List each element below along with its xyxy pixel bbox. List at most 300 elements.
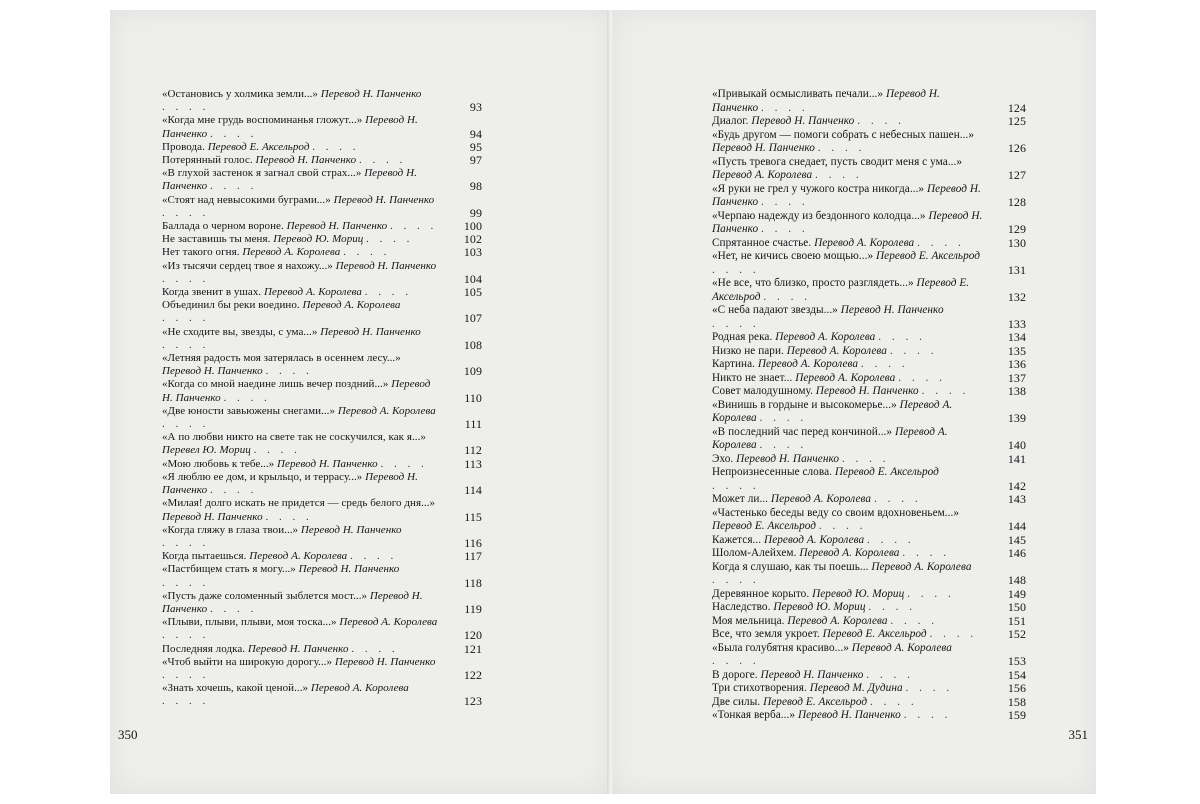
entry-page-number: 111 (464, 417, 482, 432)
entry-translator: Перевод Ю. Мориц (273, 233, 364, 246)
leader-dots: . . . . (817, 142, 866, 154)
leader-dots: . . . . (712, 317, 760, 330)
leader-dots: . . . . (358, 154, 407, 167)
entry-page-number: 112 (464, 443, 482, 458)
leader-dots: . . . . (929, 628, 978, 640)
toc-entry (162, 378, 482, 404)
leader-dots: . . . . (860, 358, 909, 370)
entry-page-number: 108 (463, 337, 482, 352)
entry-page-number: 142 (1007, 478, 1026, 493)
toc-entry (162, 233, 482, 246)
leader-dots: . . . . (866, 668, 914, 681)
entry-translator: Перевод Ю. Мориц (812, 587, 905, 600)
entry-title: «Частенько беседы веду со своим вдохновеньем...» (712, 506, 960, 519)
entry-page-number: 140 (1007, 438, 1026, 452)
leader-dots: . . . . (889, 344, 938, 357)
toc-entry (712, 709, 1026, 723)
entry-translator: Перевод М. Дудина (809, 682, 903, 694)
entry-translator: Перевод А. Королева (770, 493, 872, 505)
entry-page-number: 102 (463, 232, 482, 247)
entry-page-number: 145 (1007, 532, 1026, 547)
entry-title: Кажется... (712, 533, 762, 546)
leader-dots: . . . . (761, 101, 809, 114)
toc-entry (712, 588, 1026, 602)
entry-title: «Я руки не грел у чужого костра никогда...» (712, 182, 925, 195)
entry-page-number: 117 (464, 549, 482, 564)
entry-title: «А по любви никто на свете так не соскучился, как я...» (162, 431, 426, 444)
leader-dots: . . . . (162, 576, 210, 589)
entry-translator: Перевод А. Королева (764, 533, 865, 546)
toc-entry (712, 210, 1026, 237)
entry-translator: Перевод Е. Аксельрод (822, 628, 927, 640)
entry-title: Диалог. (712, 115, 749, 127)
entry-page-number: 151 (1007, 613, 1026, 628)
entry-translator: Перевод Н. Панченко (712, 88, 940, 114)
leader-dots: . . . . (907, 587, 955, 600)
leader-dots: . . . . (712, 655, 760, 667)
entry-page-number: 123 (463, 694, 482, 709)
toc-entry (162, 524, 482, 550)
entry-page-number: 104 (463, 271, 482, 286)
entry-page-number: 141 (1007, 451, 1026, 466)
leader-dots: . . . . (253, 444, 301, 457)
entry-translator: Перевод Н. Панченко (162, 378, 431, 404)
entry-translator: Перевод Н. Панченко (712, 182, 981, 208)
toc-entry (162, 643, 482, 656)
leader-dots: . . . . (761, 223, 809, 235)
entry-title: Все, что земля укроет. (712, 628, 820, 640)
entry-page-number: 130 (1007, 235, 1026, 250)
entry-translator: Перевод Н. Панченко (797, 709, 901, 721)
entry-translator: Перевод Н. Панченко (334, 655, 436, 668)
entry-translator: Перевод Е. Аксельрод (712, 277, 970, 303)
entry-page-number: 118 (464, 575, 482, 590)
entry-page-number: 152 (1007, 627, 1026, 641)
entry-translator: Перевод Е. Аксельрод (834, 466, 939, 478)
entry-page-number: 114 (464, 483, 482, 498)
leader-dots: . . . . (162, 272, 210, 285)
entry-title: Когда пытаешься. (162, 550, 247, 563)
leader-dots: . . . . (818, 520, 867, 532)
entry-page-number: 149 (1007, 586, 1026, 601)
leader-dots: . . . . (841, 452, 890, 465)
entry-translator: Перевод Н. Панченко (277, 457, 378, 470)
entry-page-number: 135 (1007, 343, 1026, 358)
entry-title: «Винишь в гордыне и высокомерье...» (712, 398, 897, 411)
entry-title: Не заставишь ты меня. (162, 233, 271, 246)
entry-title: Объединил бы реки воедино. (162, 299, 300, 312)
toc-entry (712, 507, 1026, 534)
entry-translator: Перевод Н. Панченко (736, 452, 840, 465)
entry-translator: Перевод Н. Панченко (162, 510, 263, 523)
leader-dots: . . . . (761, 196, 809, 208)
leader-dots: . . . . (209, 602, 258, 615)
entry-page-number: 103 (463, 245, 482, 260)
entry-translator: Перевод Н. Панченко (162, 114, 418, 140)
entry-title: Моя мельница. (712, 614, 785, 627)
toc-entry (712, 493, 1026, 507)
toc-entry (712, 453, 1026, 467)
leader-dots: . . . . (867, 533, 915, 546)
entry-page-number: 94 (469, 126, 482, 141)
entry-translator: Перевел Ю. Мориц (162, 444, 251, 457)
entry-page-number: 133 (1007, 316, 1026, 331)
leader-dots: . . . . (917, 236, 965, 249)
entry-page-number: 119 (464, 601, 482, 616)
entry-page-number: 110 (464, 390, 482, 405)
toc-entry (712, 372, 1026, 386)
entry-title: Последняя лодка. (162, 642, 246, 655)
entry-page-number: 137 (1007, 370, 1026, 385)
leader-dots: . . . . (759, 412, 808, 424)
entry-translator: Перевод А. Королева (851, 641, 952, 654)
leader-dots: . . . . (162, 668, 210, 681)
entry-page-number: 127 (1007, 168, 1026, 182)
entry-page-number: 158 (1007, 694, 1026, 709)
leader-dots: . . . . (868, 601, 917, 613)
entry-translator: Перевод А. Королева (871, 560, 972, 573)
toc-entry (712, 561, 1026, 588)
entry-translator: Перевод Н. Панченко (320, 88, 422, 100)
leader-dots: . . . . (162, 101, 210, 114)
entry-title: Может ли... (712, 493, 769, 505)
entry-translator: Перевод Е. Аксельрод (763, 695, 868, 708)
entry-translator: Перевод Н. Панченко (333, 193, 435, 206)
entry-page-number: 136 (1007, 357, 1026, 371)
entry-page-number: 122 (463, 667, 482, 682)
entry-title: Деревянное корыто. (712, 587, 810, 600)
leader-dots: . . . . (223, 391, 271, 404)
entry-translator: Перевод А. Королева (712, 398, 953, 424)
toc-entry (162, 352, 482, 378)
leader-dots: . . . . (712, 574, 760, 586)
leader-dots: . . . . (759, 439, 808, 451)
entry-translator: Перевод Н. Панченко (255, 154, 357, 167)
entry-page-number: 121 (463, 641, 482, 656)
leader-dots: . . . . (364, 286, 413, 299)
toc-entry (162, 405, 482, 431)
entry-title: Три стихотворения. (712, 682, 807, 694)
entry-title: «Была голубятня красиво...» (712, 641, 849, 654)
entry-title: «Когда мне грудь воспоминанья гложут...» (162, 114, 363, 127)
leader-dots: . . . . (869, 695, 918, 708)
leader-dots: . . . . (162, 536, 210, 549)
entry-translator: Перевод Н. Панченко (712, 142, 815, 154)
entry-translator: Перевод А. Королева (757, 358, 859, 370)
toc-entry (162, 299, 482, 325)
entry-title: «Я люблю ее дом, и крыльцо, и террасу...» (162, 470, 363, 483)
toc-entry (712, 534, 1026, 548)
entry-translator: Перевод А. Королева (787, 614, 888, 627)
entry-page-number: 93 (469, 100, 482, 115)
toc-entry (712, 250, 1026, 277)
leader-dots: . . . . (162, 206, 210, 219)
entry-translator: Перевод А. Королева (786, 344, 887, 357)
toc-entry (162, 458, 482, 471)
entry-translator: Перевод А. Королева (799, 547, 900, 559)
entry-translator: Перевод Н. Панченко (815, 385, 919, 397)
leader-dots: . . . . (162, 695, 210, 708)
entry-title: «Пусть даже соломенный зыблется мост...» (162, 589, 368, 602)
leader-dots: . . . . (815, 169, 863, 181)
leader-dots: . . . . (878, 331, 926, 343)
toc-entry (712, 115, 1026, 129)
entry-translator: Перевод А. Королева (302, 299, 401, 312)
leader-dots: . . . . (873, 493, 922, 505)
entry-page-number: 154 (1007, 667, 1026, 682)
toc-entry (162, 154, 482, 167)
toc-entry (712, 696, 1026, 710)
entry-title: Потерянный голос. (162, 154, 253, 167)
toc-entry (162, 656, 482, 682)
entry-page-number: 116 (464, 535, 482, 550)
entry-translator: Перевод А. Королева (795, 371, 896, 384)
entry-page-number: 98 (469, 179, 482, 194)
toc-entry (162, 497, 482, 523)
entry-title: «Две юности завьюжены снегами...» (162, 404, 336, 417)
entry-translator: Перевод Н. Панченко (712, 209, 983, 235)
entry-page-number: 131 (1007, 262, 1026, 277)
entry-translator: Перевод Ю. Мориц (773, 601, 866, 613)
entry-translator: Перевод Н. Панченко (247, 642, 349, 655)
toc-entry (162, 246, 482, 259)
left-page (110, 10, 610, 794)
toc-entry (712, 183, 1026, 210)
entry-page-number: 159 (1007, 708, 1026, 722)
entry-translator: Перевод Н. Панченко (840, 304, 944, 316)
leader-dots: . . . . (366, 233, 414, 246)
toc-entry (162, 167, 482, 193)
entry-translator: Перевод А. Королева (310, 682, 409, 695)
entry-title: Наследство. (712, 601, 771, 613)
entry-page-number: 132 (1007, 289, 1026, 304)
entry-translator: Перевод Н. Панченко (300, 523, 402, 536)
entry-translator: Перевод А. Королева (339, 616, 438, 629)
toc-entry (712, 547, 1026, 561)
entry-translator: Перевод А. Королева (337, 404, 436, 417)
leader-dots: . . . . (209, 180, 258, 193)
leader-dots: . . . . (162, 312, 210, 325)
toc-entry (712, 466, 1026, 493)
entry-translator: Перевод Н. Панченко (760, 668, 864, 681)
entry-title: Провода. (162, 140, 205, 153)
entry-translator: Перевод Е. Аксельрод (712, 520, 817, 532)
toc-entry (712, 304, 1026, 331)
toc-entry (162, 326, 482, 352)
entry-title: «Стоят над невысокими буграми...» (162, 193, 331, 206)
toc-entry (162, 260, 482, 286)
entry-translator: Перевод А. Королева (264, 286, 362, 299)
entry-title: Никто не знает... (712, 371, 793, 384)
entry-page-number: 107 (463, 311, 482, 326)
entry-page-number: 129 (1007, 222, 1026, 236)
toc-entry (712, 88, 1026, 115)
entry-page-number: 134 (1007, 330, 1026, 344)
entry-page-number: 128 (1007, 195, 1026, 209)
entry-page-number: 138 (1007, 384, 1026, 398)
entry-title: «Тонкая верба...» (712, 709, 796, 721)
entry-translator: Перевод А. Королева (712, 425, 948, 451)
entry-title: «Нет, не кичись своею мощью...» (712, 250, 874, 262)
toc-entry (712, 426, 1026, 453)
entry-title: «Черпаю надежду из бездонного колодца...» (712, 209, 926, 222)
entry-title: Когда я слушаю, как ты поешь... (712, 560, 869, 573)
leader-dots: . . . . (763, 290, 812, 303)
toc-entry (162, 286, 482, 299)
entry-page-number: 126 (1007, 141, 1026, 155)
entry-translator: Перевод Н. Панченко (298, 563, 400, 576)
entry-title: «Плыви, плыви, плыви, моя тоска...» (162, 616, 337, 629)
toc-entry (712, 669, 1026, 683)
leader-dots: . . . . (343, 246, 391, 259)
toc-entry (712, 358, 1026, 372)
entry-title: «Пастбищем стать я могу...» (162, 563, 296, 576)
toc-entry (162, 563, 482, 589)
entry-translator: Перевод Н. Панченко (162, 470, 418, 497)
entry-title: Баллада о черном вороне. (162, 220, 284, 233)
toc-entry (712, 156, 1026, 183)
table-of-contents-right (712, 88, 1026, 723)
entry-translator: Перевод Н. Панченко (751, 115, 855, 127)
entry-title: «Из тысячи сердец твое я нахожу...» (162, 259, 333, 272)
toc-entry (712, 682, 1026, 696)
entry-title: В дороге. (712, 668, 758, 681)
toc-entry (712, 399, 1026, 426)
toc-entry (162, 431, 482, 457)
entry-title: Картина. (712, 358, 755, 370)
entry-page-number: 143 (1007, 492, 1026, 506)
entry-title: «Когда со мной наедине лишь вечер поздний...» (162, 378, 389, 391)
entry-title: «Будь другом — помоги собрать с небесных пашен...» (712, 128, 975, 141)
entry-translator: Перевод А. Королева (814, 236, 915, 249)
toc-entry (712, 237, 1026, 251)
toc-entry (162, 550, 482, 563)
entry-title: «Чтоб выйти на широкую дорогу...» (162, 655, 333, 668)
entry-title: Эхо. (712, 452, 734, 465)
entry-translator: Перевод Н. Панченко (162, 365, 263, 378)
toc-entry (162, 114, 482, 140)
toc-entry (712, 385, 1026, 399)
toc-entry (162, 141, 482, 154)
toc-entry (162, 590, 482, 616)
leader-dots: . . . . (921, 385, 970, 397)
entry-title: «Знать хочешь, какой ценой...» (162, 682, 309, 695)
entry-translator: Перевод Н. Панченко (335, 259, 437, 272)
entry-page-number: 99 (469, 205, 482, 220)
entry-title: Нет такого огня. (162, 246, 240, 259)
entry-page-number: 156 (1007, 681, 1026, 695)
leader-dots: . . . . (857, 115, 905, 127)
entry-title: Низко не пари. (712, 344, 784, 357)
toc-entry (712, 628, 1026, 642)
leader-dots: . . . . (265, 510, 313, 523)
page-number-right: 351 (1068, 727, 1088, 742)
entry-title: «Мою любовь к тебе...» (162, 457, 275, 470)
entry-page-number: 95 (469, 139, 482, 154)
leader-dots: . . . . (712, 263, 760, 276)
entry-title: «Милая! долго искать не придется — средь белого дня...» (162, 497, 436, 510)
toc-entry (162, 471, 482, 497)
entry-translator: Перевод Н. Панченко (286, 220, 388, 233)
entry-page-number: 153 (1007, 654, 1026, 668)
entry-page-number: 139 (1007, 411, 1026, 425)
table-of-contents-left (162, 88, 482, 709)
right-page (612, 10, 1096, 794)
leader-dots: . . . . (905, 682, 954, 694)
toc-entry (712, 601, 1026, 615)
entry-title: «Не все, что близко, просто разглядеть...» (712, 277, 914, 289)
leader-dots: . . . . (903, 709, 952, 721)
entry-page-number: 97 (469, 153, 482, 168)
toc-entry (712, 129, 1026, 156)
leader-dots: . . . . (162, 629, 210, 642)
entry-title: «В глухой застенок я загнал свой страх...» (162, 167, 362, 180)
entry-title: «С неба падают звезды...» (712, 304, 838, 316)
leader-dots: . . . . (265, 365, 313, 378)
leader-dots: . . . . (209, 127, 258, 140)
entry-title: Родная река. (712, 331, 773, 343)
entry-title: Когда звенит в ушах. (162, 286, 262, 299)
entry-translator: Перевод Н. Панченко (162, 167, 417, 193)
entry-page-number: 100 (463, 219, 482, 234)
leader-dots: . . . . (712, 479, 760, 492)
entry-title: Две силы. (712, 695, 761, 708)
entry-title: Совет малодушному. (712, 385, 813, 397)
entry-translator: Перевод Е. Аксельрод (207, 140, 310, 153)
entry-translator: Перевод А. Королева (249, 550, 348, 563)
entry-title: Непроизнесенные слова. (712, 466, 832, 478)
entry-page-number: 113 (464, 456, 482, 471)
entry-title: «Не сходите вы, звезды, с ума...» (162, 325, 318, 338)
entry-page-number: 125 (1007, 114, 1026, 128)
toc-entry (162, 220, 482, 233)
entry-page-number: 109 (463, 364, 482, 379)
entry-title: Спрятанное счастье. (712, 236, 812, 249)
leader-dots: . . . . (162, 338, 210, 351)
entry-page-number: 124 (1007, 100, 1026, 115)
entry-title: «Когда гляжу в глаза твои...» (162, 523, 299, 536)
entry-translator: Перевод Н. Панченко (320, 325, 421, 338)
entry-title: «Пусть тревога снедает, пусть сводит меня с ума...» (712, 155, 962, 168)
toc-entry (162, 682, 482, 708)
leader-dots: . . . . (380, 457, 428, 470)
toc-entry (712, 345, 1026, 359)
leader-dots: . . . . (312, 140, 360, 153)
toc-entry (712, 331, 1026, 345)
entry-title: «Привыкай осмысливать печали...» (712, 88, 884, 100)
entry-title: «Летняя радость моя затерялась в осеннем лесу...» (162, 352, 401, 365)
entry-page-number: 120 (463, 628, 482, 643)
leader-dots: . . . . (350, 550, 398, 563)
leader-dots: . . . . (898, 371, 946, 384)
leader-dots: . . . . (162, 418, 210, 431)
entry-page-number: 105 (463, 285, 482, 300)
toc-entry (162, 88, 482, 114)
entry-page-number: 115 (464, 509, 482, 524)
entry-translator: Перевод Е. Аксельрод (876, 250, 981, 262)
leader-dots: . . . . (890, 614, 939, 627)
entry-page-number: 144 (1007, 519, 1026, 533)
entry-page-number: 146 (1007, 546, 1026, 560)
entry-translator: Перевод А. Королева (242, 246, 341, 259)
leader-dots: . . . . (390, 220, 438, 233)
entry-translator: Перевод Н. Панченко (162, 589, 423, 615)
toc-entry (712, 615, 1026, 629)
entry-translator: Перевод А. Королева (775, 331, 876, 343)
page-number-left: 350 (118, 727, 138, 742)
entry-page-number: 150 (1007, 600, 1026, 614)
leader-dots: . . . . (351, 642, 399, 655)
